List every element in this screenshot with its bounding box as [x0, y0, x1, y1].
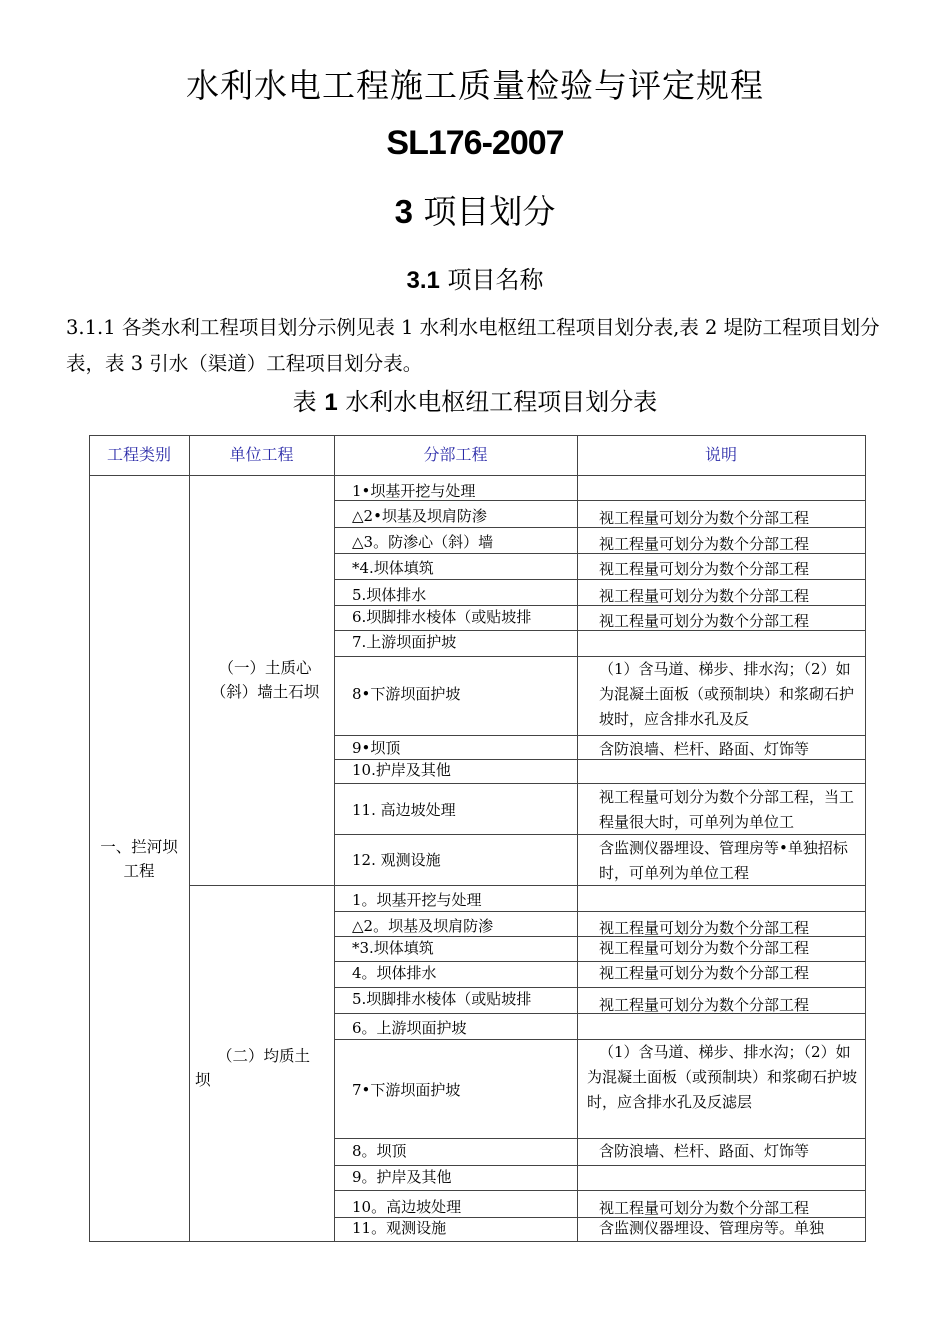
header-part: 分部工程: [423, 445, 488, 464]
part-cell: 5.坝体排水: [352, 586, 427, 604]
part-cell: 9•坝顶: [352, 739, 401, 757]
note-cell: 含监测仪器埋设、管理房等•单独招标时，可单列为单位工程: [599, 839, 848, 882]
row-line: [334, 783, 866, 784]
part-cell: 8•下游坝面护坡: [352, 685, 461, 703]
part-cell: △2•坝基及坝肩防渗: [352, 507, 487, 525]
note-cell: 视工程量可划分为数个分部工程: [599, 996, 810, 1014]
section-name: 项目名称: [447, 266, 544, 294]
part-cell: 5.坝脚排水棱体（或贴坡排: [352, 990, 532, 1008]
chapter-number: 3: [394, 193, 413, 230]
col-divider-2: [334, 435, 335, 1242]
note-cell: 视工程量可划分为数个分部工程，当工程量很大时，可单列为单位工: [599, 788, 855, 831]
part-cell: 10。高边坡处理: [352, 1198, 462, 1216]
note-cell: 视工程量可划分为数个分部工程: [599, 964, 810, 982]
part-cell: △2。坝基及坝肩防渗: [352, 917, 494, 935]
header-unit: 单位工程: [229, 445, 294, 464]
row-line: [334, 987, 866, 988]
document-title: 水利水电工程施工质量检验与评定规程: [186, 66, 764, 105]
part-cell: 6。上游坝面护坡: [352, 1019, 467, 1037]
row-line: [334, 1138, 866, 1139]
col-divider-1: [189, 435, 190, 1242]
section-number: 3.1: [406, 267, 440, 294]
part-cell: 7•下游坝面护坡: [352, 1081, 461, 1099]
part-cell: 7.上游坝面护坡: [352, 633, 457, 651]
table-caption-prefix: 表: [292, 388, 317, 416]
part-cell: 8。坝顶: [352, 1142, 407, 1160]
part-cell: △3。防渗心（斜）墙: [352, 533, 494, 551]
part-cell: 1•坝基开挖与处理: [352, 482, 476, 500]
note-cell: 含监测仪器埋设、管理房等。单独: [599, 1219, 825, 1237]
part-cell: 9。护岸及其他: [352, 1168, 452, 1186]
table-border-right: [865, 435, 866, 1242]
chapter-name: 项目划分: [423, 192, 556, 231]
note-cell: 含防浪墙、栏杆、路面、灯饰等: [599, 740, 810, 758]
row-line: [334, 1190, 866, 1191]
note-cell: 视工程量可划分为数个分部工程: [599, 919, 810, 937]
part-cell: 12. 观测设施: [352, 851, 441, 869]
part-cell: 6.坝脚排水棱体（或贴坡排: [352, 608, 532, 626]
table-border-bottom: [89, 1241, 866, 1242]
note-cell: 视工程量可划分为数个分部工程: [599, 1199, 810, 1217]
part-cell: 10.护岸及其他: [352, 761, 451, 779]
unit-cell-1: （一）土质心（斜）墙土石坝: [210, 659, 320, 701]
row-line: [334, 1165, 866, 1166]
standard-code: SL176-2007: [386, 124, 564, 162]
row-line: [334, 911, 866, 912]
chapter-heading: [0, 186, 950, 233]
note-cell: 视工程量可划分为数个分部工程: [599, 535, 810, 553]
note-cell: 视工程量可划分为数个分部工程: [599, 560, 810, 578]
section-heading: [0, 260, 950, 295]
unit-cell-2: （二）均质土坝: [195, 1047, 311, 1089]
table-caption-text: 水利水电枢纽工程项目划分表: [345, 388, 658, 416]
header-divider: [89, 475, 866, 476]
table-border-left: [89, 435, 90, 1242]
part-cell: 1。坝基开挖与处理: [352, 891, 482, 909]
project-division-table: [89, 435, 866, 1242]
part-cell: *3.坝体填筑: [352, 939, 434, 957]
table-caption: [0, 382, 950, 417]
note-cell: 含防浪墙、栏杆、路面、灯饰等: [599, 1142, 810, 1160]
body-paragraph: 3.1.1 各类水利工程项目划分示例见表 1 水利水电枢纽工程项目划分表,表 2 堤防工程项目划分表，表 3 引水（渠道）工程项目划分表。: [66, 316, 880, 375]
note-cell: 视工程量可划分为数个分部工程: [599, 509, 810, 527]
part-cell: 11. 高边坡处理: [352, 801, 456, 819]
row-line: [334, 735, 866, 736]
note-cell: 视工程量可划分为数个分部工程: [599, 612, 810, 630]
category-cell: 一、拦河坝工程: [100, 838, 178, 880]
part-cell: 11。观测设施: [352, 1219, 447, 1237]
note-cell: 视工程量可划分为数个分部工程: [599, 587, 810, 605]
row-line: [334, 579, 866, 580]
col-divider-3: [577, 435, 578, 1242]
header-category: 工程类别: [106, 445, 171, 464]
note-cell: （1）含马道、梯步、排水沟；（2）如为混凝土面板（或预制块）和浆砌石护坡时，应含排水孔及反: [599, 660, 855, 728]
header-note: 说明: [704, 445, 737, 464]
table-caption-number: 1: [324, 389, 338, 416]
row-line: [334, 961, 866, 962]
note-cell: （1）含马道、梯步、排水沟；（2）如为混凝土面板（或预制块）和浆砌石护坡时，应含排水孔及反滤层: [587, 1043, 858, 1111]
part-cell: *4.坝体填筑: [352, 559, 434, 577]
part-cell: 4。坝体排水: [352, 964, 437, 982]
note-cell: 视工程量可划分为数个分部工程: [599, 939, 810, 957]
